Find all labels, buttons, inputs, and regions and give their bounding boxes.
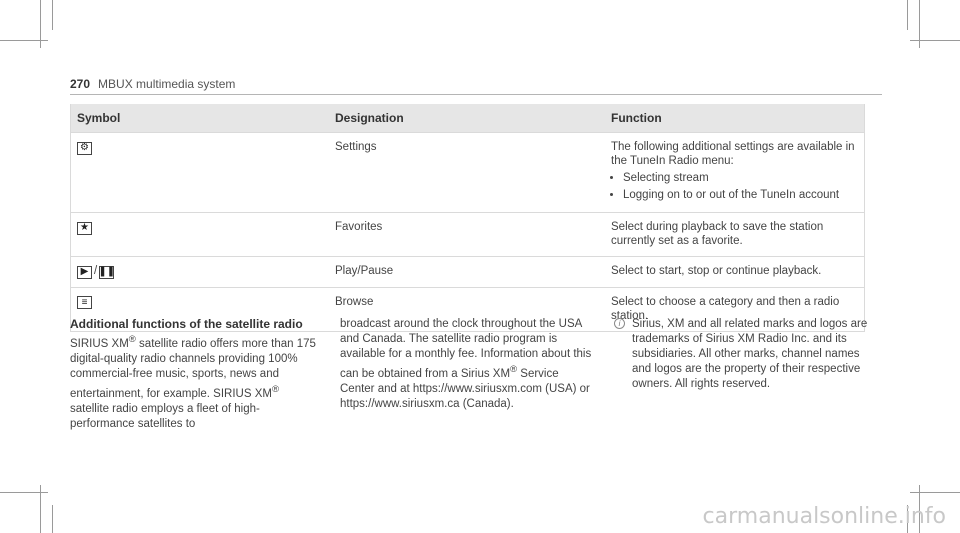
crop-mark [0,40,48,41]
body-column-2 [340,317,595,412]
crop-mark [52,505,53,533]
section-heading: Additional functions of the satellite radio [70,317,303,331]
header-symbol: Symbol [71,104,330,133]
function-cell [605,133,865,213]
text-run: broadcast around the clock throughout the USA and Canada. The satellite radio program is available for a monthly fee. Information about this can be obtained from a Sirius XM [340,318,592,380]
table-row [71,257,865,288]
text-run: satellite radio employs a fleet of high-performance satellites to [70,402,260,430]
crop-mark [0,492,48,493]
crop-mark [52,0,53,30]
table-row [71,133,865,213]
symbol-table [70,104,865,332]
list-item: • Selecting stream [623,171,858,185]
info-text: Sirius, XM and all related marks and logos are trademarks of Sirius XM Radio Inc. and its subsidiaries. All other marks, channel names and logos are the property of their respective owners. All rights reserved. [632,318,868,390]
table-row [71,213,865,257]
watermark: carmanualsonline.info [702,504,946,529]
registered-mark: ® [271,383,280,395]
info-icon: i [614,318,625,329]
header-divider [70,94,882,95]
table-header-row [71,104,865,133]
list-item: • Logging on to or out of the TuneIn account [623,188,858,202]
page-header [70,77,235,91]
pause-icon: ❚❚ [98,266,116,277]
browse-icon: ≡ [77,296,92,309]
text-run: satellite radio offers more than 175 digital-quality radio channels providing 100% commercial-free music, sports, news and entertainment, for example. SIRIUS XM [70,337,316,400]
header-designation: Designation [329,104,605,133]
function-text: The following additional settings are available in the TuneIn Radio menu: [611,141,855,167]
registered-mark: ® [128,334,136,345]
function-cell: Select to start, stop or continue playback. [605,257,865,288]
designation-cell: Settings [329,133,605,213]
designation-cell: Play/Pause [329,257,605,288]
symbol-cell [71,213,330,257]
header-function: Function [605,104,865,133]
symbol-separator: / [94,265,98,277]
text-run: Service Center and at https://www.siriusxm.com (USA) or https://www.siriusxm.ca (Canada). [340,367,590,410]
text-run: SIRIUS XM [70,337,129,350]
crop-mark [907,0,908,30]
symbol-cell [71,133,330,213]
designation-cell: Favorites [329,213,605,257]
gear-icon: ⚙ [77,142,92,155]
function-cell: Select to choose a category and then a radio station. [605,287,865,331]
body-paragraph [70,332,320,432]
symbol-cell [71,257,330,288]
body-paragraph [340,317,595,412]
star-icon: ★ [77,222,92,235]
body-column-1 [70,317,320,432]
info-note [614,317,869,392]
crop-mark [910,40,960,41]
crop-mark [910,492,960,493]
section-title: MBUX multimedia system [98,77,236,91]
registered-mark: ® [510,364,518,375]
bullet-list [611,171,858,202]
page-number: 270 [70,77,91,91]
play-icon: ▶ [77,266,92,279]
function-cell: Select during playback to save the station currently set as a favorite. [605,213,865,257]
designation-cell: Browse [329,287,605,331]
